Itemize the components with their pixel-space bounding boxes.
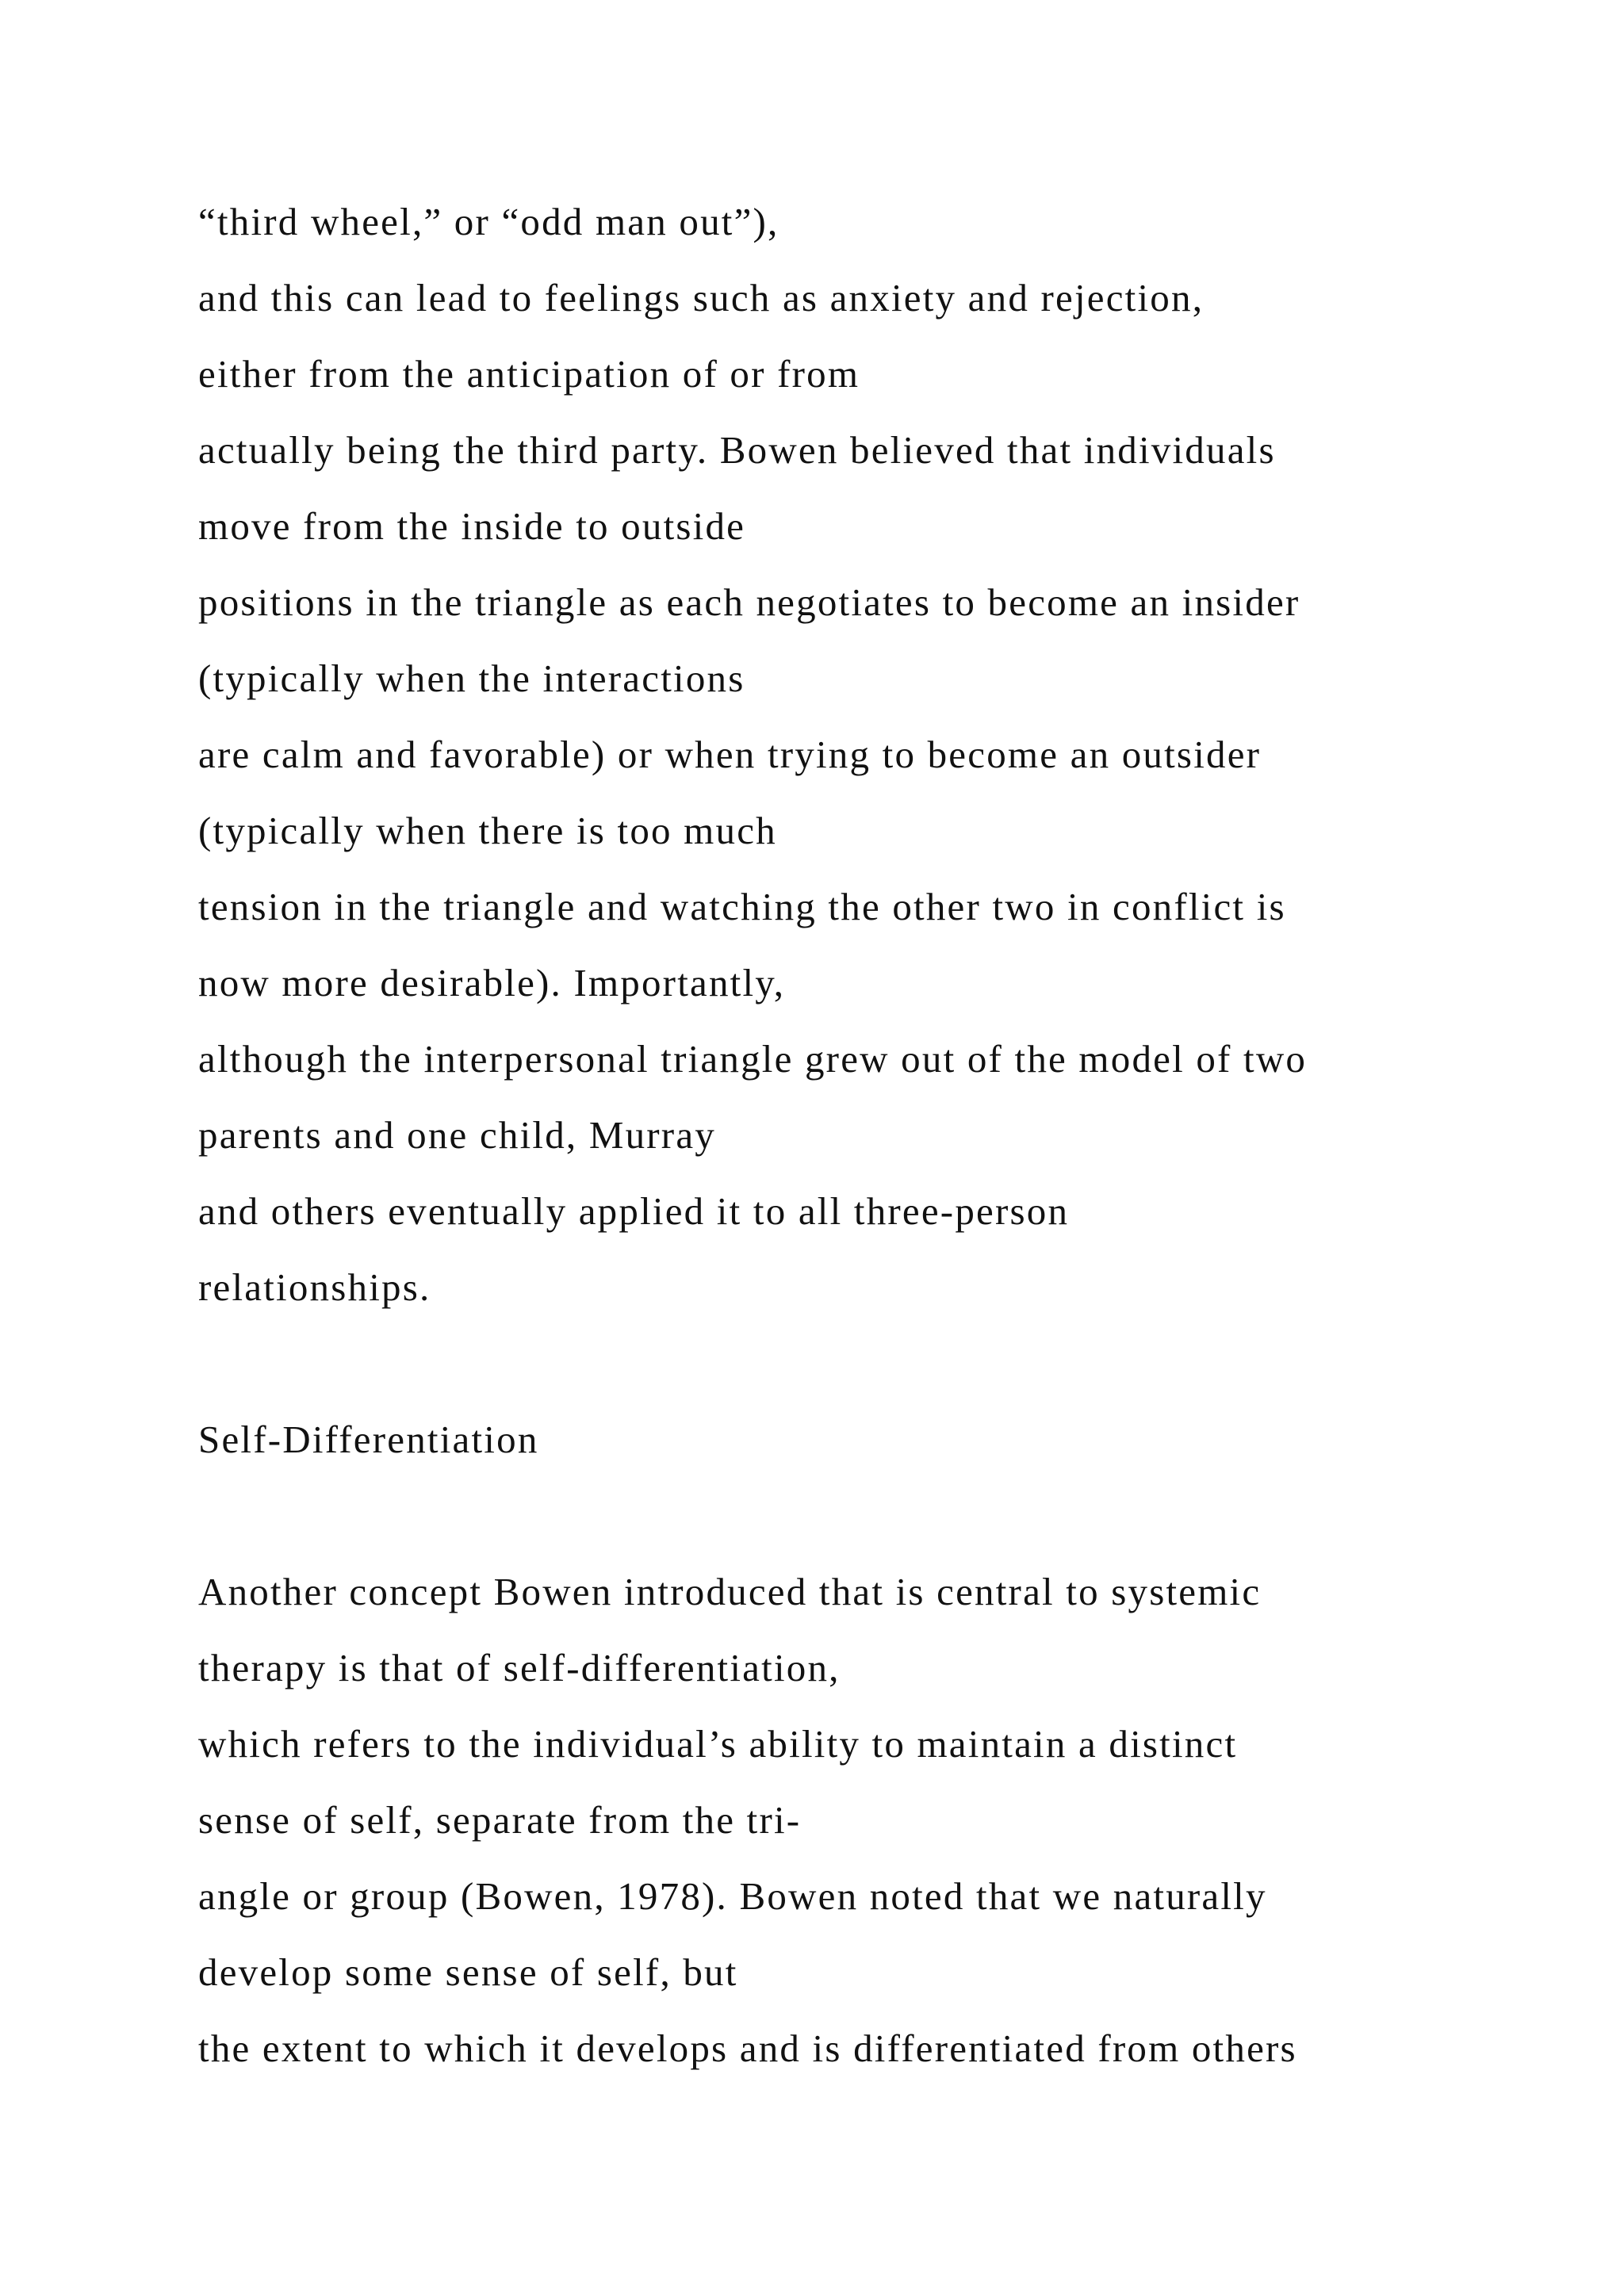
text-line: tension in the triangle and watching the other two in conflict is	[198, 885, 1286, 928]
blank-line	[198, 1478, 1546, 1554]
text-line: (typically when the interactions	[198, 656, 745, 700]
text-line: and this can lead to feelings such as anxiety and rejection,	[198, 276, 1205, 320]
text-line: either from the anticipation of or from	[198, 352, 860, 396]
section-heading: Self-Differentiation	[198, 1418, 539, 1461]
text-line: are calm and favorable) or when trying to become an outsider	[198, 733, 1262, 776]
text-line: angle or group (Bowen, 1978). Bowen noted that we naturally	[198, 1874, 1267, 1918]
text-line: now more desirable). Importantly,	[198, 961, 786, 1004]
text-line: which refers to the individual’s ability to maintain a distinct	[198, 1722, 1238, 1766]
text-line: move from the inside to outside	[198, 504, 746, 548]
paragraph-triangle-positions	[198, 184, 1546, 1326]
text-line: therapy is that of self-differentiation,	[198, 1646, 841, 1689]
text-line: Another concept Bowen introduced that is central to systemic	[198, 1570, 1262, 1613]
text-line: and others eventually applied it to all three-person	[198, 1189, 1070, 1233]
text-line: positions in the triangle as each negotiates to become an insider	[198, 580, 1300, 624]
text-line: “third wheel,” or “odd man out”),	[198, 200, 779, 243]
text-line: parents and one child, Murray	[198, 1113, 716, 1157]
paragraph-self-differentiation	[198, 1554, 1546, 2087]
text-line: relationships.	[198, 1265, 431, 1309]
text-line: sense of self, separate from the tri-	[198, 1798, 802, 1842]
text-line: actually being the third party. Bowen believed that individuals	[198, 428, 1276, 472]
text-line: (typically when there is too much	[198, 809, 777, 852]
text-line: the extent to which it develops and is differentiated from others	[198, 2026, 1297, 2070]
document-body	[198, 184, 1546, 2087]
text-line: develop some sense of self, but	[198, 1950, 738, 1994]
blank-line	[198, 1326, 1546, 1402]
text-line: although the interpersonal triangle grew out of the model of two	[198, 1037, 1308, 1081]
